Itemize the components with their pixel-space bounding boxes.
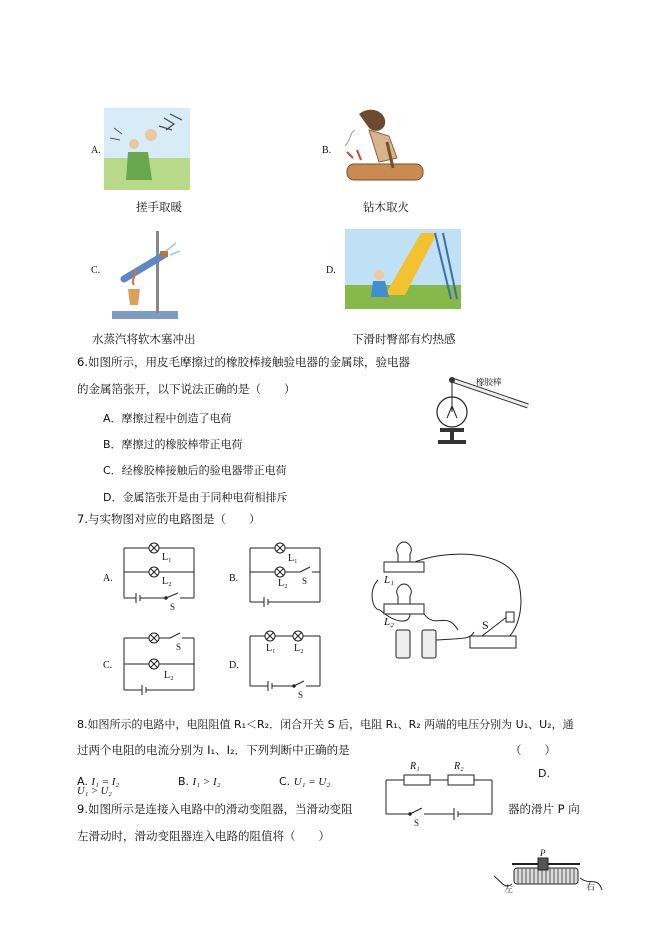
choice-letter: C. <box>279 775 291 788</box>
slide-image <box>345 229 461 309</box>
q8-choice-d[interactable]: U₁ > U₂ <box>77 786 112 797</box>
q7-circuit-a[interactable] <box>118 540 200 612</box>
q8-stem-line1: 8.如图所示的电路中，电阻阻值 R₁＜R₂．闭合开关 S 后，电阻 R₁、R₂ 两端的电压分别为 U₁、U₂，通 <box>77 718 574 731</box>
q8-choice-b[interactable] <box>178 775 220 788</box>
photo-switch-label: S <box>482 618 489 632</box>
q8-stem-line2: 过两个电阻的电流分别为 I₁、I₂．下列判断中正确的是 <box>77 743 350 757</box>
right-label: 右 <box>586 883 596 893</box>
photo-l2-label: L₂ <box>384 616 394 628</box>
option-caption: 钻木取火 <box>363 200 409 214</box>
q7-circuit-c[interactable] <box>118 630 200 698</box>
choice-formula: I₁ = I₂ <box>91 776 120 788</box>
q7-circuit-d[interactable] <box>244 628 328 700</box>
switch-label: S <box>176 642 182 652</box>
option-caption: 下滑时臀部有灼热感 <box>352 332 456 346</box>
lamp-l1-label: L₁ <box>266 643 276 654</box>
test-tube-cork-image <box>104 227 184 323</box>
switch-label: S <box>298 690 304 700</box>
option-letter: A. <box>91 145 101 156</box>
q9-stem-line1-tail: 器的滑片 P 向 <box>508 802 580 816</box>
rheostat-figure <box>486 850 606 900</box>
slider-p-label: P <box>540 848 546 858</box>
lamp-l2-label: L₂ <box>164 670 174 681</box>
q7-circuit-b[interactable] <box>244 540 328 610</box>
rubber-rod-label: 橡胶棒 <box>476 378 502 388</box>
choice-formula: U₁ = U₂ <box>293 776 331 788</box>
q7-stem: 7.与实物图对应的电路图是（ ） <box>77 512 261 526</box>
q8-answer-paren: （ ） <box>510 743 556 757</box>
q7-real-circuit-figure <box>366 540 526 670</box>
q6-choice-b[interactable]: B．摩擦过的橡胶棒带正电荷 <box>103 438 243 451</box>
switch-label: S <box>302 576 308 586</box>
option-caption: 搓手取暖 <box>136 200 182 214</box>
q7-choice-c-letter[interactable]: C. <box>103 660 113 671</box>
electroscope-figure <box>428 372 534 448</box>
option-letter: B. <box>322 145 332 156</box>
lamp-l2-label: L₂ <box>278 578 288 589</box>
q9-stem-line2: 左滑动时，滑动变阻器连入电路的阻值将（ ） <box>77 829 330 843</box>
choice-letter: A. <box>77 775 88 788</box>
drilling-wood-fire-image <box>339 106 431 192</box>
lamp-l2-label: L₂ <box>162 576 172 587</box>
q7-choice-b-letter[interactable]: B. <box>229 573 239 584</box>
option-letter: C. <box>91 265 101 276</box>
lamp-l1-label: L₁ <box>162 552 172 563</box>
q7-choice-a-letter[interactable]: A. <box>103 573 113 584</box>
q8-choice-d-letter[interactable]: D. <box>538 767 550 780</box>
choice-letter: B. <box>178 775 190 788</box>
q6-choice-a[interactable]: A．摩擦过程中创造了电荷 <box>103 412 232 425</box>
option-letter: D. <box>326 265 336 276</box>
lamp-l2-label: L₂ <box>294 643 304 654</box>
r2-label: R₂ <box>454 761 464 772</box>
q6-stem-line2: 的金属箔张开，以下说法正确的是（ ） <box>77 382 296 396</box>
q9-stem-line1: 9.如图所示是连接入电路中的滑动变阻器，当滑动变阻 <box>77 802 353 816</box>
r1-label: R₁ <box>410 761 420 772</box>
switch-label: S <box>414 818 420 828</box>
lamp-l1-label: L₁ <box>288 553 298 564</box>
option-caption: 水蒸汽将软木塞冲出 <box>92 332 196 346</box>
q8-choice-c[interactable] <box>279 775 330 788</box>
choice-formula: I₁ > I₂ <box>192 776 221 788</box>
q7-choice-d-letter[interactable]: D. <box>229 660 239 671</box>
photo-l1-label: L₁ <box>384 574 394 586</box>
left-label: 左 <box>504 885 514 895</box>
q6-choice-c[interactable]: C．经橡胶棒接触后的验电器带正电荷 <box>103 464 287 477</box>
switch-label: S <box>170 602 176 612</box>
q6-stem-line1: 6.如图所示，用皮毛摩擦过的橡胶棒接触验电器的金属球，验电器 <box>77 355 410 369</box>
q8-circuit <box>380 760 498 826</box>
rubbing-hands-image <box>104 108 190 190</box>
q6-choice-d[interactable]: D．金属箔张开是由于同种电荷相排斥 <box>103 491 288 504</box>
